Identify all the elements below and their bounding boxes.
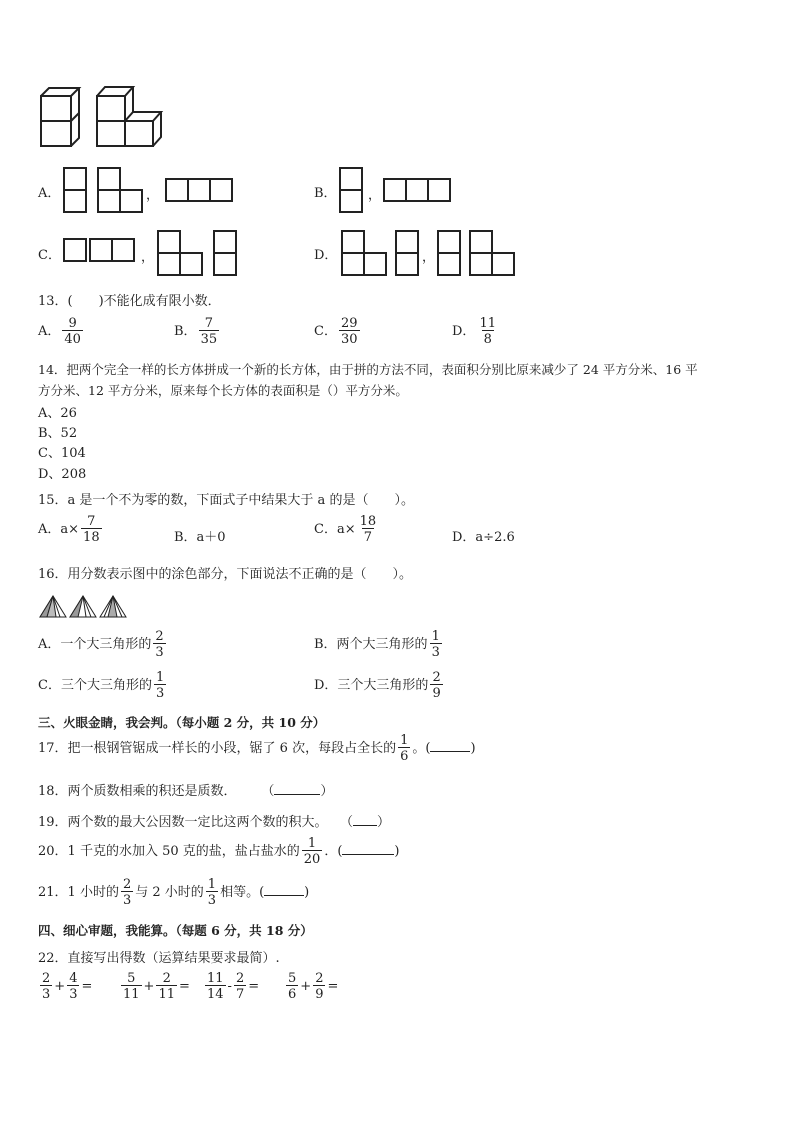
q12-option-a-label[interactable]: A． — [38, 186, 61, 201]
q15-option-b[interactable]: B．a＋0 — [174, 530, 226, 545]
q22-stem: 22．直接写出得数（运算结果要求最简）. — [38, 951, 280, 966]
q20: 20．1 千克的水加入 50 克的盐，盐占盐水的 $\frac{1}{20}$ ．( ) — [38, 836, 400, 867]
fraction: $\frac{1}{6}$ — [400, 733, 409, 764]
q12-option-c-comma: ， — [141, 250, 155, 265]
section-3-heading: 三、火眼金睛，我会判。（每小题 2 分，共 10 分） — [38, 715, 326, 730]
q21: 21．1 小时的 $\frac{2}{3}$ 与 2 小时的 $\frac{1}{3}$ 相等。( ) — [38, 877, 310, 908]
fraction: $\frac{5}{6}$ — [288, 971, 297, 1002]
fraction: $\frac{1}{3}$ — [431, 629, 440, 660]
q16-option-c[interactable]: C．三个大三角形的 $\frac{1}{3}$ — [38, 670, 165, 701]
q14-option-c[interactable]: C、104 — [38, 446, 86, 461]
q14-option-b[interactable]: B、52 — [38, 426, 78, 441]
answer-blank[interactable] — [264, 883, 304, 896]
q16-shaded-triangles-figure — [38, 594, 130, 620]
fraction: $\frac{29}{30}$ — [340, 316, 358, 347]
section-4-heading: 四、细心审题，我能算。（每题 6 分，共 18 分） — [38, 923, 313, 938]
q17: 17．把一根钢管锯成一样长的小段，锯了 6 次，每段占全长的 $\frac{1}{6}$ 。( ) — [38, 733, 476, 764]
q12-option-c-label[interactable]: C． — [38, 248, 61, 263]
q15-option-d[interactable]: D．a÷2.6 — [452, 530, 515, 545]
fraction: $\frac{7}{18}$ — [83, 514, 100, 545]
fraction: $\frac{2}{7}$ — [235, 971, 245, 1002]
fraction: $\frac{18}{7}$ — [359, 514, 377, 545]
q12-option-a-comma: ， — [146, 188, 160, 203]
fraction: $\frac{2}{9}$ — [315, 971, 324, 1002]
q18: 18．两个质数相乘的积还是质数． （ ） — [38, 784, 334, 799]
q12-option-b-comma: ， — [368, 188, 382, 203]
fraction: $\frac{7}{35}$ — [200, 316, 218, 347]
q12-solid-figure-2 — [94, 84, 164, 148]
q13-option-c[interactable]: C． $\frac{29}{30}$ — [314, 316, 358, 347]
fraction: $\frac{5}{11}$ — [123, 971, 140, 1002]
q22-expression-4: $\frac{5}{6}$ + $\frac{2}{9}$ = — [288, 971, 339, 1002]
fraction: $\frac{11}{8}$ — [479, 316, 496, 347]
q16-option-a[interactable]: A．一个大三角形的 $\frac{2}{3}$ — [38, 629, 164, 660]
q16-stem: 16．用分数表示图中的涂色部分，下面说法不正确的是（ ）。 — [38, 567, 413, 582]
q14-option-d[interactable]: D、208 — [38, 467, 87, 482]
fraction: $\frac{2}{3}$ — [122, 877, 132, 908]
q13-stem: 13．( )不能化成有限小数． — [38, 294, 221, 309]
q12-option-d-comma: ， — [422, 250, 436, 265]
fraction: $\frac{2}{9}$ — [432, 670, 441, 701]
q12-option-b-label[interactable]: B． — [314, 186, 337, 201]
fraction: $\frac{4}{3}$ — [69, 971, 78, 1002]
q19: 19．两个数的最大公因数一定比这两个数的积大。 （ ） — [38, 815, 390, 830]
fraction: $\frac{2}{3}$ — [155, 629, 164, 660]
q12-option-c-views — [62, 229, 252, 279]
q14-stem-line1: 14．把两个完全一样的长方体拼成一个新的长方体，由于拼的方法不同，表面积分别比原来减少了 24 平方分米、16 平 — [38, 362, 698, 377]
q12-option-b-views — [338, 166, 468, 216]
q16-option-b[interactable]: B．两个大三角形的 $\frac{1}{3}$ — [314, 629, 440, 660]
fraction: $\frac{11}{14}$ — [207, 971, 224, 1002]
q22-expression-2: $\frac{5}{11}$ + $\frac{2}{11}$ = — [123, 971, 190, 1002]
q22-expression-3: $\frac{11}{14}$ - $\frac{2}{7}$ = — [207, 971, 260, 1002]
answer-blank[interactable] — [342, 842, 394, 855]
fraction: $\frac{1}{20}$ — [303, 836, 321, 867]
q16-option-d[interactable]: D．三个大三角形的 $\frac{2}{9}$ — [314, 670, 441, 701]
answer-blank[interactable] — [274, 782, 320, 795]
fraction: $\frac{9}{40}$ — [64, 316, 81, 347]
q15-stem: 15．a 是一个不为零的数，下面式子中结果大于 a 的是（ ）。 — [38, 493, 414, 508]
fraction: $\frac{1}{3}$ — [155, 670, 165, 701]
q12-option-d-label[interactable]: D． — [314, 248, 338, 263]
q13-option-d[interactable]: D． $\frac{11}{8}$ — [452, 316, 496, 347]
q15-option-a[interactable]: A．a× $\frac{7}{18}$ — [38, 514, 100, 545]
fraction: $\frac{1}{3}$ — [207, 877, 217, 908]
q14-option-a[interactable]: A、26 — [38, 406, 77, 421]
answer-blank[interactable] — [353, 813, 377, 826]
q13-option-b[interactable]: B． $\frac{7}{35}$ — [174, 316, 218, 347]
fraction: $\frac{2}{11}$ — [158, 971, 175, 1002]
fraction: $\frac{2}{3}$ — [42, 971, 51, 1002]
q14-stem-line2: 方分米、12 平方分米，原来每个长方体的表面积是（）平方分米。 — [38, 383, 408, 398]
q13-option-a[interactable]: A． $\frac{9}{40}$ — [38, 316, 81, 347]
q12-solid-figure-1 — [38, 86, 82, 148]
answer-blank[interactable] — [430, 739, 470, 752]
q15-option-c[interactable]: C．a× $\frac{18}{7}$ — [314, 514, 377, 545]
q22-expression-1: $\frac{2}{3}$ + $\frac{4}{3}$ = — [42, 971, 93, 1002]
